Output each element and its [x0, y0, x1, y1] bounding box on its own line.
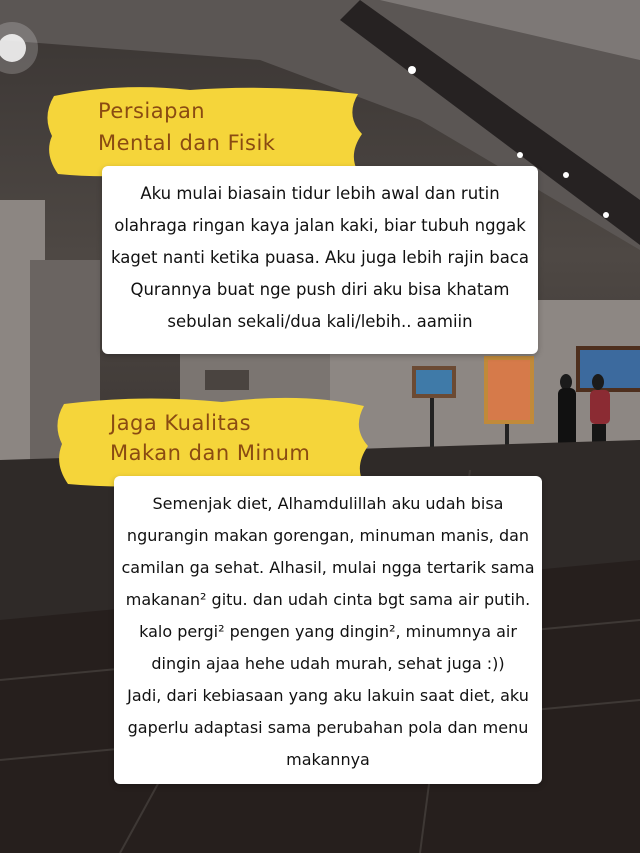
section2-title-line2: Makan dan Minum	[110, 441, 311, 465]
section2-line: makanan² gitu. dan udah cinta bgt sama air putih.	[125, 590, 531, 609]
section2-line: gaperlu adaptasi sama perubahan pola dan menu	[127, 718, 529, 737]
section1-line: olahraga ringan kaya jalan kaki, biar tubuh nggak	[114, 216, 526, 235]
section2-title-line1: Jaga Kualitas	[110, 411, 252, 435]
section1-card	[102, 166, 538, 354]
section1-line: Qurannya buat nge push diri aku bisa khatam	[130, 280, 510, 299]
section2-line: Jadi, dari kebiasaan yang aku lakuin saat diet, aku	[127, 686, 529, 705]
section2-line: kalo pergi² pengen yang dingin², minumnya air	[139, 622, 517, 641]
section2-line: camilan ga sehat. Alhasil, mulai ngga tertarik sama	[121, 558, 535, 577]
section2-line: ngurangin makan gorengan, minuman manis, dan	[126, 526, 530, 545]
section2-line: makannya	[286, 750, 370, 769]
section2-line: Semenjak diet, Alhamdulillah aku udah bisa	[152, 494, 504, 513]
section2-line: dingin ajaa hehe udah murah, sehat juga :))	[151, 654, 505, 673]
section2-card	[114, 476, 542, 784]
section1-line: sebulan sekali/dua kali/lebih.. aamiin	[167, 312, 473, 331]
section1-title-line1: Persiapan	[98, 99, 206, 123]
section1-title-line2: Mental dan Fisik	[98, 131, 276, 155]
section1-line: Aku mulai biasain tidur lebih awal dan rutin	[140, 184, 500, 203]
section1-line: kaget nanti ketika puasa. Aku juga lebih rajin baca	[110, 248, 529, 267]
